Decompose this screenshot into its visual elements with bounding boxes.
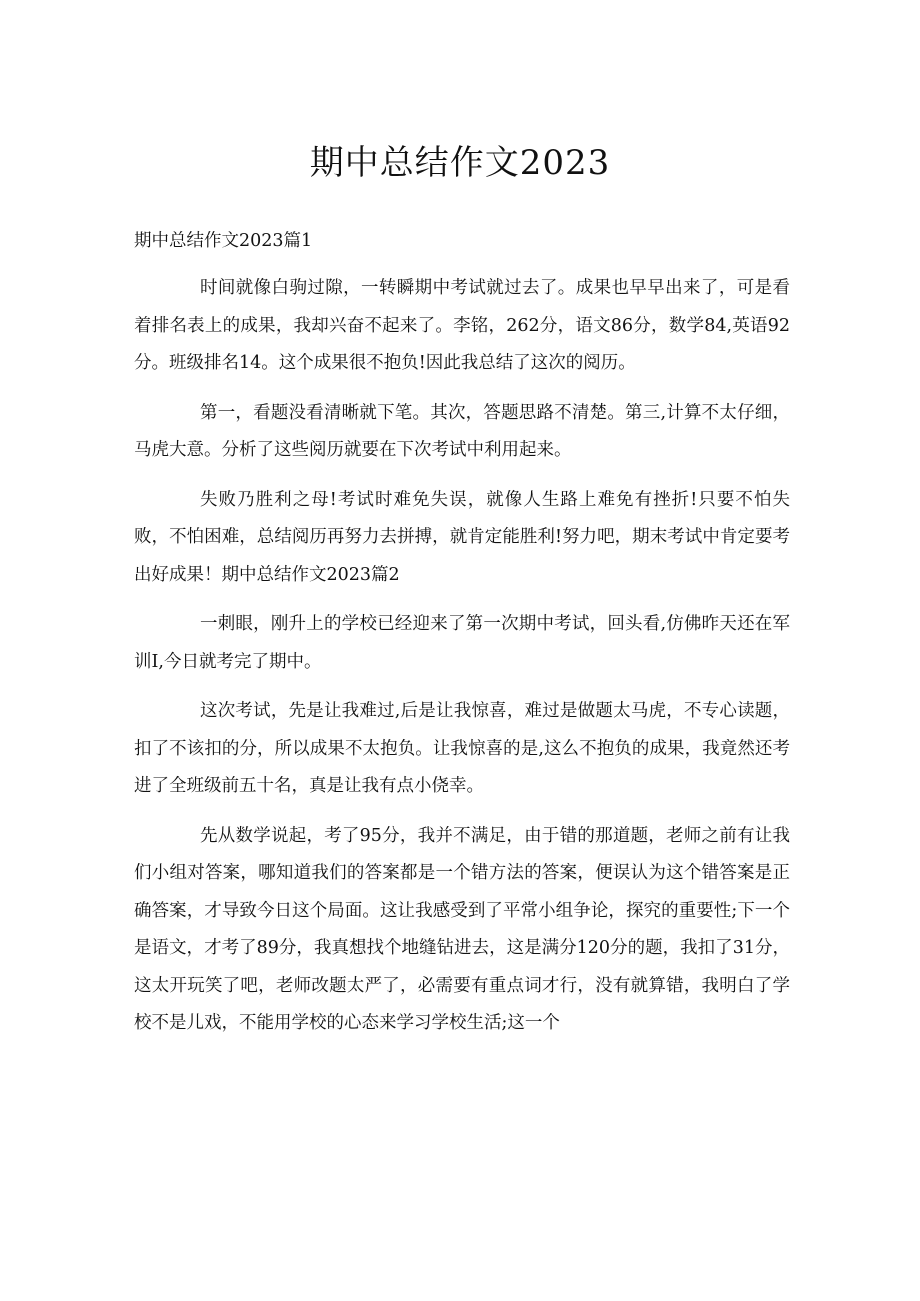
essay-subheading: 期中总结作文2023篇1 [134,231,313,251]
paragraph-2: 第一，看题没看清晰就下笔。其次，答题思路不清楚。第三,计算不太仔细，马虎大意。分析了这些阅历就要在下次考试中利用起来。 [134,402,790,460]
paragraph-6: 先从数学说起，考了95分，我并不满足，由于错的那道题，老师之前有让我们小组对答案，哪知道我们的答案都是一个错方法的答案，便误认为这个错答案是正确答案，才导致今日这个局面。这让我感受到了平常小组争论，探究的重要性;下一个是语文，才考了89分，我真想找个地缝钻进去，这是满分120分的题，我扣了31分，这太开玩笑了吧，老师改题太严了，必需要有重点词才行，没有就算错，我明白了学校不是儿戏，不能用学校的心态来学习学校生活;这一个 [134,825,790,1033]
paragraph-3: 失败乃胜利之母!考试时难免失误，就像人生路上难免有挫折!只要不怕失败，不怕困难，总结阅历再努力去拼搏，就肯定能胜利!努力吧，期末考试中肯定要考出好成果！期中总结作文2023篇2 [134,489,790,585]
document-title: 期中总结作文2023 [309,143,611,183]
paragraph-1: 时间就像白驹过隙，一转瞬期中考试就过去了。成果也早早出来了，可是看着排名表上的成果，我却兴奋不起来了。李铭，262分，语文86分，数学84,英语92分。班级排名14。这个成果很不抱负!因此我总结了这次的阅历。 [134,278,790,373]
paragraph-4: 一刺眼，刚升上的学校已经迎来了第一次期中考试，回头看,仿佛昨天还在军训I,今日就考完了期中。 [134,614,790,672]
document-body [134,270,790,1055]
paragraph-5: 这次考试，先是让我难过,后是让我惊喜，难过是做题太马虎，不专心读题，扣了不该扣的分，所以成果不太抱负。让我惊喜的是,这么不抱负的成果，我竟然还考进了全班级前五十名，真是让我有点小侥幸。 [134,701,790,796]
